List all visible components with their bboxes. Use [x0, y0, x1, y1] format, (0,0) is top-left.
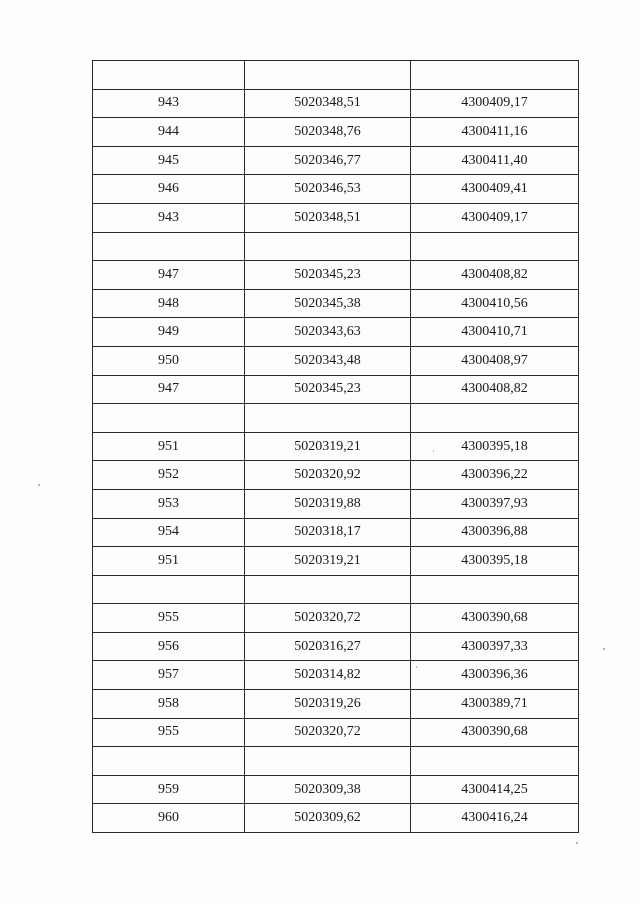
x-coordinate-cell: 5020348,51	[245, 203, 411, 232]
header-cell-y	[411, 61, 579, 90]
table-row	[93, 375, 579, 404]
table-row	[93, 89, 579, 118]
y-coordinate-cell: 4300397,33	[411, 632, 579, 661]
x-coordinate-cell: 5020319,21	[245, 547, 411, 576]
y-coordinate-cell: 4300389,71	[411, 690, 579, 719]
point-cell: 947	[93, 261, 245, 290]
point-cell: 956	[93, 632, 245, 661]
x-coordinate-cell: 5020316,27	[245, 632, 411, 661]
x-coordinate-cell: 5020314,82	[245, 661, 411, 690]
point-cell: 950	[93, 346, 245, 375]
separator-row	[93, 232, 579, 261]
header-row	[93, 61, 579, 90]
y-coordinate-cell: 4300390,68	[411, 718, 579, 747]
scan-speck	[38, 484, 40, 486]
table-row	[93, 661, 579, 690]
scan-speck	[576, 842, 578, 844]
x-coordinate-cell	[245, 575, 411, 604]
y-coordinate-cell: 4300409,17	[411, 203, 579, 232]
x-coordinate-cell	[245, 747, 411, 776]
coordinates-table-body	[93, 61, 579, 833]
table-row	[93, 203, 579, 232]
table-row	[93, 346, 579, 375]
y-coordinate-cell: 4300414,25	[411, 775, 579, 804]
separator-row	[93, 747, 579, 776]
point-cell	[93, 404, 245, 433]
point-cell	[93, 747, 245, 776]
point-cell: 954	[93, 518, 245, 547]
y-coordinate-cell: 4300396,22	[411, 461, 579, 490]
x-coordinate-cell: 5020343,63	[245, 318, 411, 347]
x-coordinate-cell: 5020309,62	[245, 804, 411, 833]
table-row	[93, 461, 579, 490]
y-coordinate-cell: 4300396,36	[411, 661, 579, 690]
point-cell: 952	[93, 461, 245, 490]
point-cell: 955	[93, 718, 245, 747]
table-row	[93, 518, 579, 547]
x-coordinate-cell: 5020346,53	[245, 175, 411, 204]
y-coordinate-cell	[411, 747, 579, 776]
y-coordinate-cell	[411, 575, 579, 604]
table-row	[93, 318, 579, 347]
coordinates-table	[92, 60, 579, 833]
point-cell: 951	[93, 547, 245, 576]
table-row	[93, 489, 579, 518]
scan-speck	[603, 648, 605, 650]
x-coordinate-cell: 5020345,38	[245, 289, 411, 318]
x-coordinate-cell: 5020319,21	[245, 432, 411, 461]
y-coordinate-cell	[411, 404, 579, 433]
x-coordinate-cell: 5020319,88	[245, 489, 411, 518]
point-cell: 955	[93, 604, 245, 633]
y-coordinate-cell	[411, 232, 579, 261]
table-row	[93, 146, 579, 175]
y-coordinate-cell: 4300411,16	[411, 118, 579, 147]
y-coordinate-cell: 4300396,88	[411, 518, 579, 547]
point-cell: 959	[93, 775, 245, 804]
y-coordinate-cell: 4300395,18	[411, 432, 579, 461]
point-cell: 943	[93, 89, 245, 118]
x-coordinate-cell: 5020320,72	[245, 718, 411, 747]
y-coordinate-cell: 4300410,71	[411, 318, 579, 347]
table-row	[93, 261, 579, 290]
scan-speck	[433, 450, 434, 452]
table-row	[93, 175, 579, 204]
table-row	[93, 804, 579, 833]
point-cell: 946	[93, 175, 245, 204]
point-cell: 958	[93, 690, 245, 719]
table-row	[93, 775, 579, 804]
table-row	[93, 690, 579, 719]
x-coordinate-cell: 5020318,17	[245, 518, 411, 547]
table-row	[93, 547, 579, 576]
y-coordinate-cell: 4300416,24	[411, 804, 579, 833]
table-row	[93, 118, 579, 147]
point-cell: 948	[93, 289, 245, 318]
y-coordinate-cell: 4300408,82	[411, 261, 579, 290]
point-cell: 943	[93, 203, 245, 232]
x-coordinate-cell: 5020345,23	[245, 375, 411, 404]
point-cell: 947	[93, 375, 245, 404]
x-coordinate-cell: 5020343,48	[245, 346, 411, 375]
table-row	[93, 432, 579, 461]
y-coordinate-cell: 4300409,41	[411, 175, 579, 204]
separator-row	[93, 404, 579, 433]
x-coordinate-cell: 5020320,92	[245, 461, 411, 490]
y-coordinate-cell: 4300411,40	[411, 146, 579, 175]
point-cell: 951	[93, 432, 245, 461]
point-cell	[93, 575, 245, 604]
y-coordinate-cell: 4300410,56	[411, 289, 579, 318]
point-cell: 953	[93, 489, 245, 518]
table-row	[93, 604, 579, 633]
point-cell: 949	[93, 318, 245, 347]
x-coordinate-cell	[245, 404, 411, 433]
x-coordinate-cell: 5020345,23	[245, 261, 411, 290]
header-cell-x	[245, 61, 411, 90]
point-cell: 945	[93, 146, 245, 175]
table-row	[93, 289, 579, 318]
point-cell: 957	[93, 661, 245, 690]
point-cell: 944	[93, 118, 245, 147]
y-coordinate-cell: 4300408,82	[411, 375, 579, 404]
separator-row	[93, 575, 579, 604]
x-coordinate-cell: 5020320,72	[245, 604, 411, 633]
x-coordinate-cell: 5020319,26	[245, 690, 411, 719]
header-cell-point	[93, 61, 245, 90]
scan-speck	[416, 666, 417, 668]
table-row	[93, 718, 579, 747]
x-coordinate-cell: 5020348,76	[245, 118, 411, 147]
x-coordinate-cell	[245, 232, 411, 261]
x-coordinate-cell: 5020348,51	[245, 89, 411, 118]
x-coordinate-cell: 5020309,38	[245, 775, 411, 804]
table-row	[93, 632, 579, 661]
y-coordinate-cell: 4300395,18	[411, 547, 579, 576]
x-coordinate-cell: 5020346,77	[245, 146, 411, 175]
y-coordinate-cell: 4300397,93	[411, 489, 579, 518]
point-cell: 960	[93, 804, 245, 833]
y-coordinate-cell: 4300408,97	[411, 346, 579, 375]
y-coordinate-cell: 4300390,68	[411, 604, 579, 633]
y-coordinate-cell: 4300409,17	[411, 89, 579, 118]
point-cell	[93, 232, 245, 261]
